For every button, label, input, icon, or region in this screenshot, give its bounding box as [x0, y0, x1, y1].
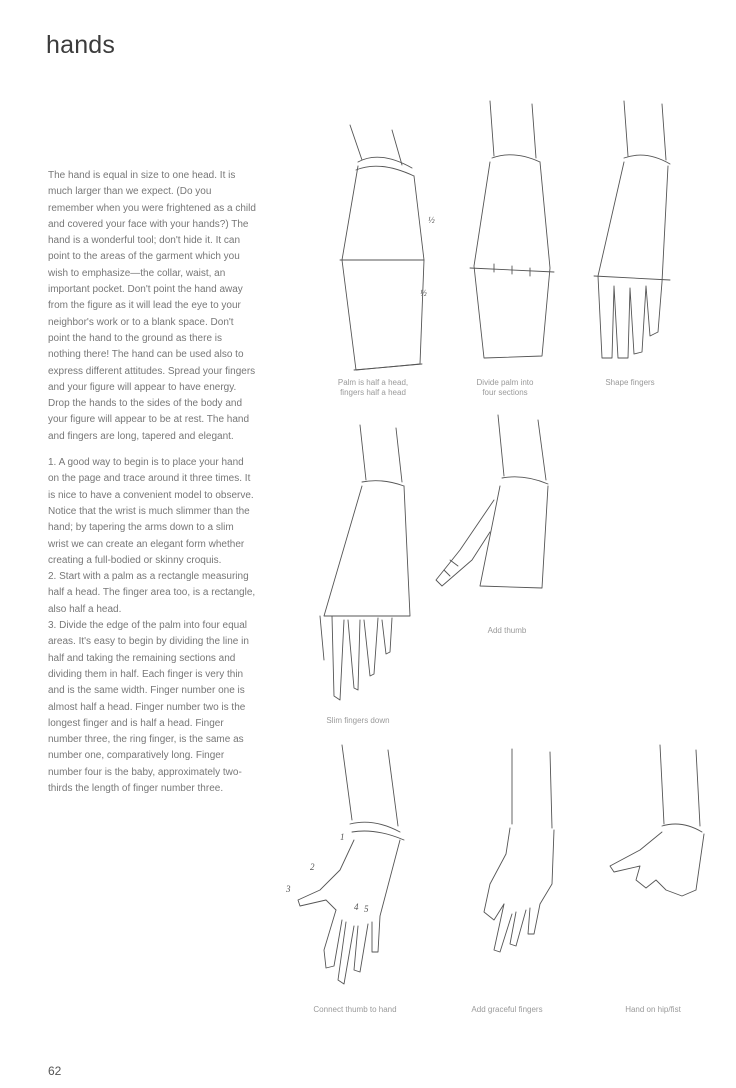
step-1-paragraph: 1. A good way to begin is to place your hand on the page and trace around it three times. It is nice to have a convenient model to observe. Notice that the wrist is much slimmer than the hand; by tapering the arms down to a slim wrist we can create an elegant form whether creating a full-bodied or skinny croquis. [48, 457, 254, 566]
finger-number-2: 2 [310, 862, 315, 872]
step-2-paragraph: 2. Start with a palm as a rectangle measuring half a head. The finger area too, is a rectangle, also half a head. [48, 571, 256, 615]
caption-fig3: Shape fingers [605, 378, 655, 387]
finger-number-4: 4 [354, 902, 359, 912]
half-label-top: ½ [428, 215, 435, 225]
caption-fig1: Palm is half a head, fingers half a head [337, 378, 409, 397]
figure-shape-fingers [584, 96, 684, 366]
figure-hand-on-hip [600, 740, 720, 920]
body-text [48, 168, 256, 797]
caption-fig5: Add thumb [487, 626, 527, 635]
caption-fig6: Connect thumb to hand [313, 1005, 397, 1014]
caption-fig2: Divide palm into four sections [476, 378, 534, 397]
figure-palm-half-head [320, 120, 440, 380]
figure-graceful-fingers [470, 744, 580, 974]
half-label-bottom: ½ [420, 288, 427, 298]
step-3-paragraph: 3. Divide the edge of the palm into four equal areas. It's easy to begin by dividing the line in half and taking the remaining sections and dividing them in half. Each finger is very thin and is the same width. Finger number one is almost half a head. Finger number two is the longest finger and is half a head. Finger number three, the ring finger, is the same as number one, comparatively long. Finger number four is the baby, approximately two-thirds the length of finger number three. [48, 620, 249, 794]
finger-number-1: 1 [340, 832, 345, 842]
page-number: 62 [48, 1064, 62, 1078]
caption-fig4: Slim fingers down [326, 716, 390, 725]
finger-number-5: 5 [364, 904, 369, 914]
intro-paragraph: The hand is equal in size to one head. It is much larger than we expect. (Do you remember when you were frightened as a child and covered your face with your hands?) The hand is a wonderful tool; don't hide it. It can point to the areas of the garment which you wish to emphasize—the collar, waist, an important pocket. Don't point the hand away from the figure as it will lead the eye to your neighbor's work or to a blank space. Don't point the hand to the ground as there is nothing there! The hand can be used also to express different attitudes. Spread your fingers and your figure will appear to have energy. Drop the hands to the sides of the body and your figure will appear to be at rest. The hand and fingers are long, tapered and elegant. [48, 170, 256, 442]
finger-number-3: 3 [286, 884, 291, 894]
figure-connect-thumb [280, 740, 420, 1000]
page-title: hands [46, 30, 116, 59]
figure-add-thumb [420, 410, 570, 620]
figure-slim-fingers [310, 420, 420, 710]
caption-fig7: Add graceful fingers [471, 1005, 543, 1014]
caption-fig8: Hand on hip/fist [625, 1005, 681, 1014]
figure-divide-palm [462, 96, 562, 366]
